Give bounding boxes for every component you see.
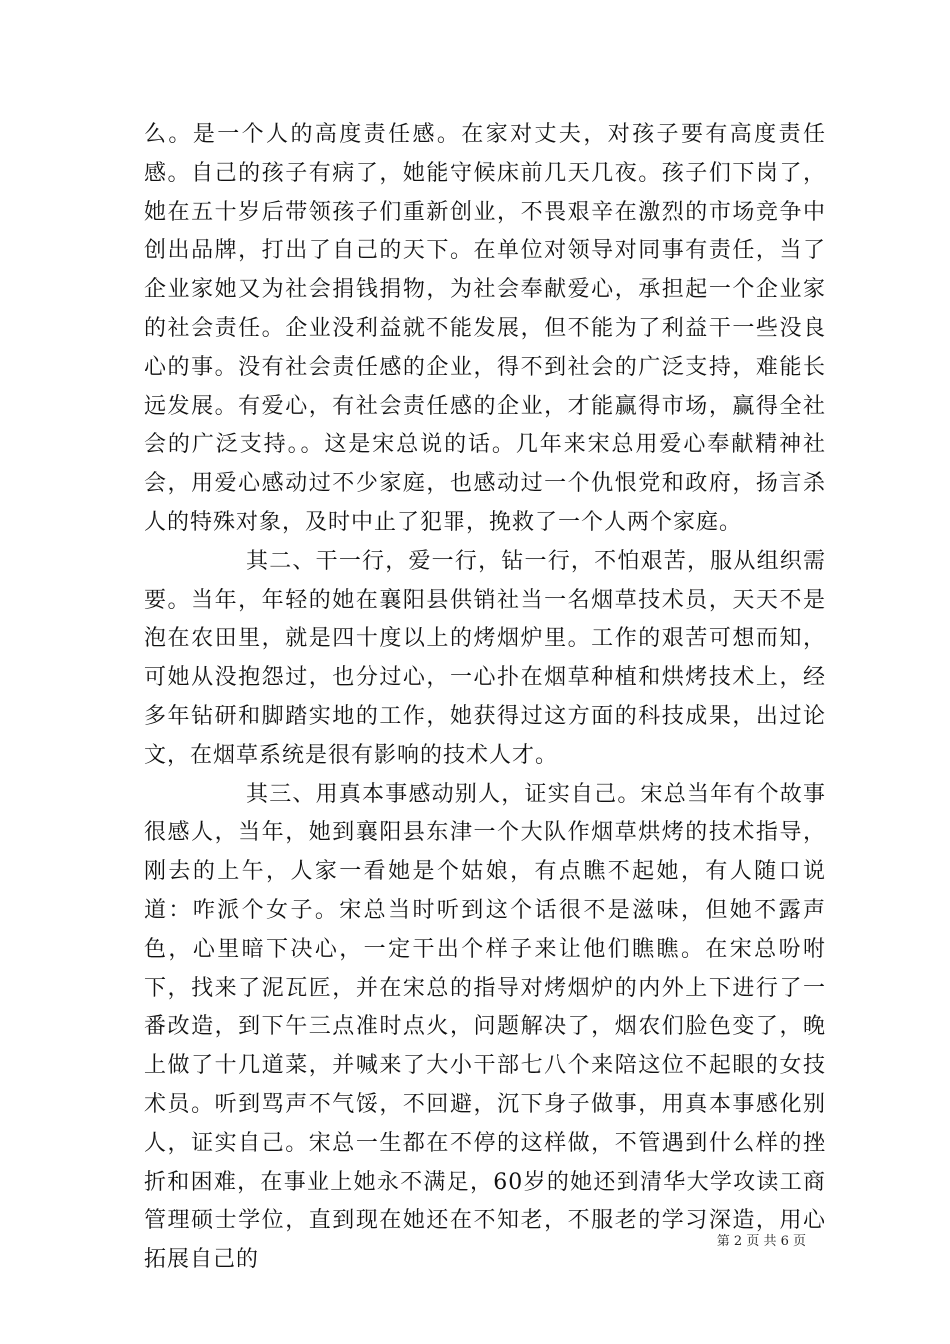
document-body [144, 116, 826, 1280]
paragraph-2: 其二、干一行，爱一行，钻一行，不怕艰苦，服从组织需要。当年，年轻的她在襄阳县供销社当一名烟草技术员，天天不是泡在农田里，就是四十度以上的烤烟炉里。工作的艰苦可想而知，可她从没抱怨过，也分过心，一心扑在烟草种植和烘烤技术上，经多年钻研和脚踏实地的工作，她获得过这方面的科技成果，出过论文，在烟草系统是很有影响的技术人才。 [144, 548, 826, 768]
paragraph-1: 么。是一个人的高度责任感。在家对丈夫，对孩子要有高度责任感。自己的孩子有病了，她能守候床前几天几夜。孩子们下岗了，她在五十岁后带领孩子们重新创业，不畏艰辛在激烈的市场竞争中创出品牌，打出了自己的天下。在单位对领导对同事有责任，当了企业家她又为社会捐钱捐物，为社会奉献爱心，承担起一个企业家的社会责任。企业没利益就不能发展，但不能为了利益干一些没良心的事。没有社会责任感的企业，得不到社会的广泛支持，难能长远发展。有爱心，有社会责任感的企业，才能赢得市场，赢得全社会的广泛支持。。这是宋总说的话。几年来宋总用爱心奉献精神社会，用爱心感动过不少家庭，也感动过一个仇恨党和政府，扬言杀人的特殊对象，及时中止了犯罪，挽救了一个人两个家庭。 [144, 122, 826, 535]
paragraph-3: 其三、用真本事感动别人，证实自己。宋总当年有个故事很感人，当年，她到襄阳县东津一个大队作烟草烘烤的技术指导，刚去的上午，人家一看她是个姑娘，有点瞧不起她，有人随口说道：咋派个女子。宋总当时听到这个话很不是滋味，但她不露声色，心里暗下决心，一定干出个样子来让他们瞧瞧。在宋总吩咐下，找来了泥瓦匠，并在宋总的指导对烤烟炉的内外上下进行了一番改造，到下午三点准时点火，问题解决了，烟农们脸色变了，晚上做了十几道菜，并喊来了大小干部七八个来陪这位不起眼的女技术员。听到骂声不气馁，不回避，沉下身子做事，用真本事感化别人，证实自己。宋总一生都在不停的这样做，不管遇到什么样的挫折和困难，在事业上她永不满足，60岁的她还到清华大学攻读工商管理硕士学位，直到现在她还在不知老，不服老的学习深造，用心拓展自己的 [144, 781, 826, 1273]
page-footer [0, 1234, 806, 1250]
page-number: 第 2 页 共 6 页 [716, 1234, 806, 1249]
